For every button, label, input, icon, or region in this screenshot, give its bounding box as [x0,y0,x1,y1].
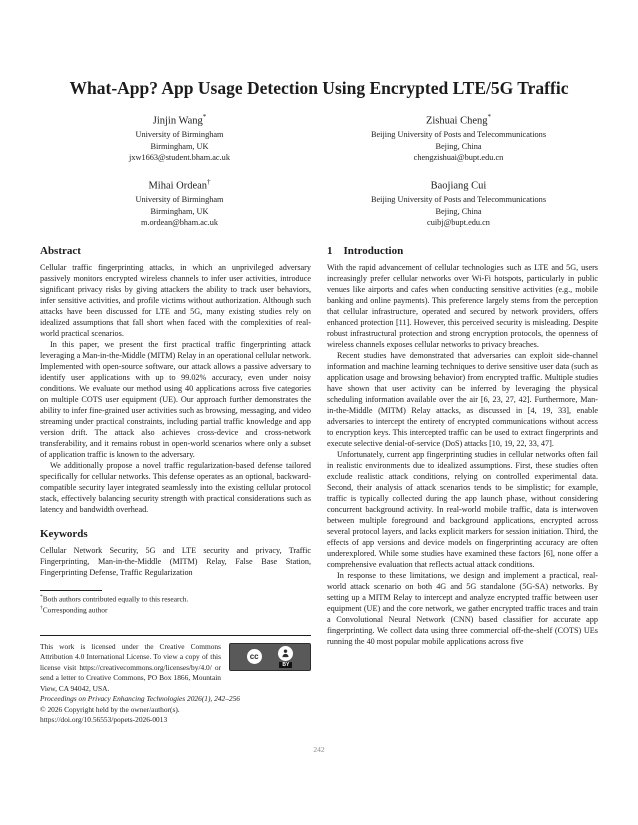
left-column [40,245,311,726]
abstract-paragraph: Cellular traffic fingerprinting attacks, in which an unprivileged adversary passively monitors encrypted wireless channels to infer user activities, introduce significant privacy risks by giving attackers the ability to track user behaviors, infer sensitive activities, and profile victims without authorization. Although such attacks have been discussed for LTE and 5G, many existing studies rely on idealized assumptions that fall short when faced with the complexities of real-world practical scenarios. [40,262,311,338]
author-email: jxw1663@student.bham.ac.uk [129,153,230,162]
author-location: Birmingham, UK [150,206,209,216]
author-email: m.ordean@bham.ac.uk [141,218,218,228]
abstract-paragraph: In this paper, we present the first practical traffic fingerprinting attack leveraging a Man-in-the-Middle (MITM) Relay in an operational cellular network. Implemented with open-source software, our attack allows a passive adversary to identify user applications with up to 99.02% accuracy, even under noisy conditions. We evaluate our method using 40 applications across five categories on multiple COTS user equipment (UE). Our approach further demonstrates the ability to infer fine-grained user activities such as browsing, messaging, and video streaming under practical constraints, including partial traffic knowledge and app version drift. The attack also achieves cross-device and cross-network transferability, and it remains robust in open-world scenarios where only a subset of application traffic is known to the adversary. [40,339,312,459]
footnotes [40,590,311,616]
abstract-heading: Abstract [40,244,81,257]
author-name [40,113,319,127]
intro-paragraph: With the rapid advancement of cellular technologies such as LTE and 5G, users increasingly prefer cellular networks over Wi-Fi hotspots, particularly in public venues like airports and cafes when conducting sensitive activities (e.g., mobile banking and online payments). This preference largely stems from the perception that cellular infrastructure, operated and secured by network providers, offers enhanced protection [11]. However, this perceived security is misleading. Despite robust infrastructural protection and strong encryption protocols, the openness of wireless channels exposes cellular networks to privacy breaches. [327,262,598,349]
author-footnote-marker: † [207,178,211,187]
author-email: chengzishuai@bupt.edu.cn [413,153,504,162]
footnote [40,605,311,616]
keywords-section [40,528,311,578]
author-block [319,113,598,163]
author-block [40,178,319,228]
author-name [319,178,598,192]
page-title: What-App? App Usage Detection Using Encrypted LTE/5G Traffic [69,78,569,98]
author-affiliation: University of Birmingham [135,130,224,140]
intro-paragraph: Unfortunately, current app fingerprinting studies in cellular networks often fail in realistic environments due to idealized assumptions. First, these studies often exclude realistic attack conditions, relying on controlled experimental data. Second, their analysis of attack scenarios tends to be simplistic; for example, traffic is typically collected during the app launch phase, without considering concurrent background activity. In real-world mobile traffic, data is interwoven between multiple foreground and background applications, encrypted across several protocol layers, and lacks explicit markers for session initiation. Third, the effects of app versions and device models on fingerprinting accuracy are often underexplored. While some studies have examined these factors [6], none offer a comprehensive evaluation that reflects actual attack conditions. [327,449,598,569]
author-name-text: Mihai Ordean [148,180,208,192]
author-location: Bejing, China [435,141,482,151]
footnote-text: Both authors contributed equally to this research. [42,594,189,604]
license-block [40,635,311,726]
two-column-body [40,245,598,726]
intro-paragraph: In response to these limitations, we design and implement a practical, real-world attack scenario on both 4G and 5G standalone (5G-SA) networks. By setting up a MITM Relay to intercept and analyze encrypted traffic between user equipment (UE) and the core network, we gather encrypted traffic traces and train a Convolutional Neural Network (CNN) based classifier for accurate app fingerprinting. We collect data using three commercial off-the-shelf (COTS) UEs running the 40 most popular mobile applications across five [327,570,598,646]
author-name [319,113,598,127]
author-footnote-marker: * [202,113,207,122]
doi-line: https://doi.org/10.56553/popets-2026-0013 [40,715,168,725]
footnote [40,594,311,605]
author-footnote-marker: * [487,113,492,122]
proceedings-line: Proceedings on Privacy Enhancing Technologies 2026(1), 242–256 [40,694,240,704]
section-title: Introduction [343,244,404,257]
author-affiliation: Beijing University of Posts and Telecommunications [370,130,547,140]
page-number: 242 [313,745,325,754]
author-name [40,178,319,192]
by-label: BY [279,662,292,668]
author-affiliation: Beijing University of Posts and Telecommunications [370,195,547,205]
introduction-heading [327,245,598,258]
cc-icon: cc [247,649,262,664]
author-block [40,113,319,163]
author-name-text: Zishuai Cheng [425,115,488,127]
footnote-divider [40,590,102,591]
abstract-paragraph: We additionally propose a novel traffic regularization-based defense tailored specifically for cellular networks. This defense operates as an optional, backward-compatible security layer integrated seamlessly into the existing cellular protocol stack, effectively balancing security strength with practical considerations such as latency and bandwidth overhead. [40,460,311,514]
footnote-marker: * [40,594,43,601]
section-number: 1 [327,244,333,257]
right-column [327,245,598,647]
author-grid [40,113,598,229]
cc-by-attribution [278,646,293,668]
author-location: Bejing, China [435,206,482,216]
footnote-text: Corresponding author [42,605,108,615]
author-location: Birmingham, UK [150,141,209,151]
keywords-heading: Keywords [40,527,88,540]
license-text: This work is licensed under the Creative Commons Attribution 4.0 International License. To view a copy of this license visit https://creativecommons.org/licenses/by/4.0/ or send a letter to Creative Commons, PO Box 1866, Mountain View, CA 94042, USA. [40,641,221,693]
author-affiliation: University of Birmingham [135,195,224,205]
person-icon [278,646,293,661]
copyright-line: © 2026 Copyright held by the owner/author(s). [40,704,180,714]
author-email: cuibj@bupt.edu.cn [427,218,490,228]
author-name-text: Baojiang Cui [430,180,487,192]
cc-by-badge [229,643,311,671]
author-name-text: Jinjin Wang [152,115,203,127]
license-body [40,642,311,695]
author-block [319,178,598,228]
footnote-marker: † [40,605,43,612]
intro-paragraph: Recent studies have demonstrated that adversaries can exploit side-channel information and machine learning techniques to derive sensitive user data (such as application usage and browsing behavior) from encrypted traffic. Multiple studies have shown that user activity can be inferred by leveraging the physical scheduling information available over the air [6, 23, 27, 42]. Furthermore, Man-in-the-Middle (MITM) Relay attacks, as discussed in [4, 19, 33], enable adversaries to intercept the entirety of encrypted communications without access to encryption keys. This intercepted traffic can be used to extract fingerprints and execute selective denial-of-service (DoS) attacks [10, 19, 22, 33, 47]. [327,350,598,448]
keywords-text: Cellular Network Security, 5G and LTE security and privacy, Traffic Fingerprinting, Man-in-the-Middle (MITM) Relay, False Base Station, Fingerprinting Defense, Traffic Regularization [40,546,311,578]
